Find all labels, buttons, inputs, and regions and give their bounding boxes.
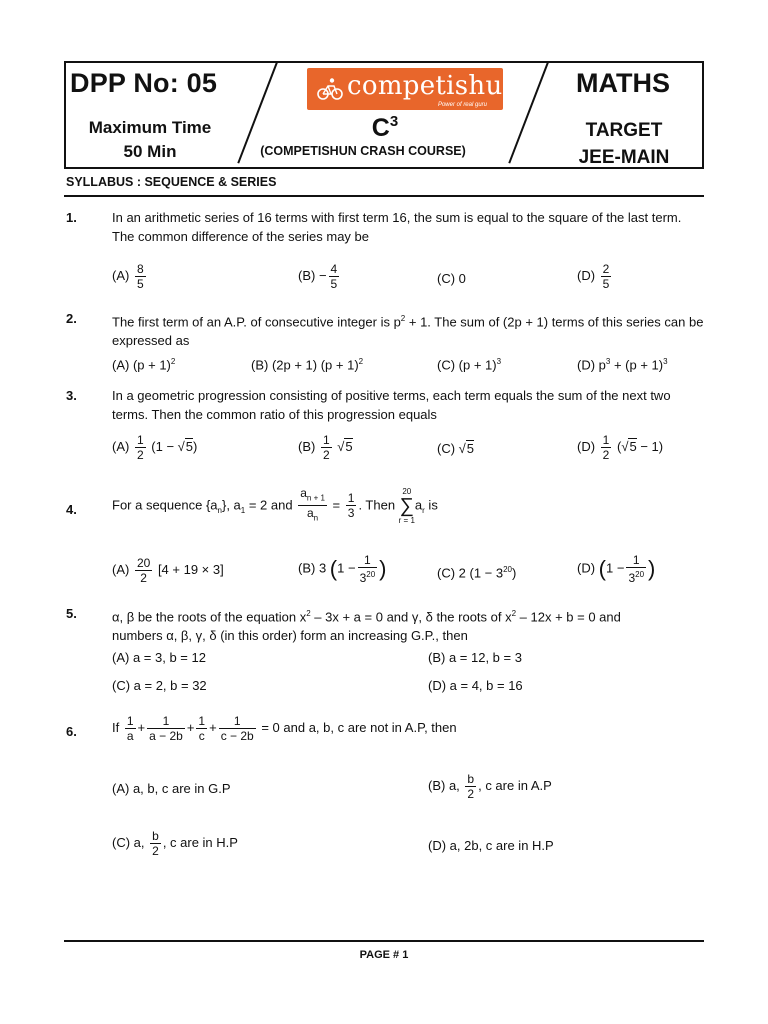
question-number: 3. [66,388,77,403]
option-d: (D) $p^3 + (p + 1)^3$ [577,357,668,373]
cyclist-icon [317,77,343,101]
max-time-value: 50 Min [123,142,177,161]
option-a: (A) $\frac{20}{2}$ [4 + 19 × 3] [112,556,224,585]
logo-tagline: Power of real guru [437,102,487,108]
syllabus: SYLLABUS : SEQUENCE & SERIES [66,175,277,189]
max-time [72,116,228,164]
option-d: (D) (1 − $\frac{1}{3^{20}}$ ) [577,553,656,585]
option-c: (C) 0 [437,271,466,286]
question-number: 2. [66,311,77,326]
course-name: (COMPETISHUN CRASH COURSE) [260,144,466,158]
option-c: (C) a = 2, b = 32 [112,678,207,693]
option-c: (C) a, $\frac{b}{2}$ , c are in H.P [112,829,238,858]
option-a: (A) a = 3, b = 12 [112,650,206,665]
page-number: PAGE # 1 [359,949,409,961]
target [562,117,686,171]
option-c: (C) $(p + 1)^3$ [437,357,502,373]
competishun-logo [307,68,520,110]
option-d: (D) a, 2b, c are in H.P [428,838,554,853]
option-b: (B) a, $\frac{b}{2}$ , c are in A.P [428,772,552,801]
question-number: 6. [66,724,77,739]
target-exam: JEE-MAIN [578,147,670,168]
question-text: α, β be the roots of the equation $x^2 - 3x + a = 0$ and γ, δ the roots of $x^2 - 12x + b = 0$ and numbers α, β, γ, δ (in this order) form an increasing G.P., then [112,609,621,644]
option-b: (B) (2p + 1) $(p + 1)^2$ [251,357,364,373]
option-a: (A) $(p + 1)^2$ [112,357,176,373]
syllabus-rule [64,195,704,197]
question-text: If $\frac{1}{a}$ + $\frac{1}{a - 2b}$ + $\frac{1}{c}$ + $\frac{1}{c - 2b}$ = 0 and a, b, c are not in A.P, then [112,714,457,743]
option-a: (A) $\frac{8}{5}$ [112,262,144,291]
option-d: (D) a = 4, b = 16 [428,678,523,693]
option-a: (A) $\frac{1}{2}$ (1 − √5) [112,433,198,462]
target-label: TARGET [585,120,663,141]
course-code: $C^3$ [371,113,399,142]
subject-title: MATHS [576,68,670,98]
question-text: The first term of an A.P. of consecutive integer is $p^2 + 1$. The sum of (2p + 1) terms of this series can be expressed as [112,314,704,349]
option-b: (B) − $\frac{4}{5}$ [298,262,338,291]
question-text: In a geometric progression consisting of positive terms, each term equals the sum of the next two terms. Then the common ratio of this progression equals [112,388,671,422]
question-number: 1. [66,210,77,225]
option-b: (B) 3 (1 − $\frac{1}{3^{20}}$ ) [298,553,387,585]
option-d: (D) $\frac{1}{2}$ (√5 − 1) [577,433,664,462]
option-a: (A) a, b, c are in G.P [112,781,231,796]
dpp-number: DPP No: 05 [70,68,218,98]
question-text: For a sequence $\{a_n\}$, $a_1 = 2$ and $\frac{a_{n + 1}}{a_n}$ = $\frac{1}{3}$ . Then 20 ∑ $r = 1a_r$ is [112,486,438,525]
question-text: In an arithmetic series of 16 terms with first term 16, the sum is equal to the square of the last term. The common difference of the series may be [112,210,682,244]
option-c: (C) 2 $(1 - 3^{20})$ [437,565,517,581]
question-number: 5. [66,606,77,621]
option-b: (B) $\frac{1}{2}$ √5 [298,433,353,462]
option-d: (D) $\frac{2}{5}$ [577,262,610,291]
option-c: (C) √5 [437,441,475,456]
option-b: (B) a = 12, b = 3 [428,650,522,665]
footer-rule [64,940,704,942]
logo-wordmark: competishun [347,71,520,101]
question-number: 4. [66,502,77,517]
max-time-label: Maximum Time [88,118,212,137]
